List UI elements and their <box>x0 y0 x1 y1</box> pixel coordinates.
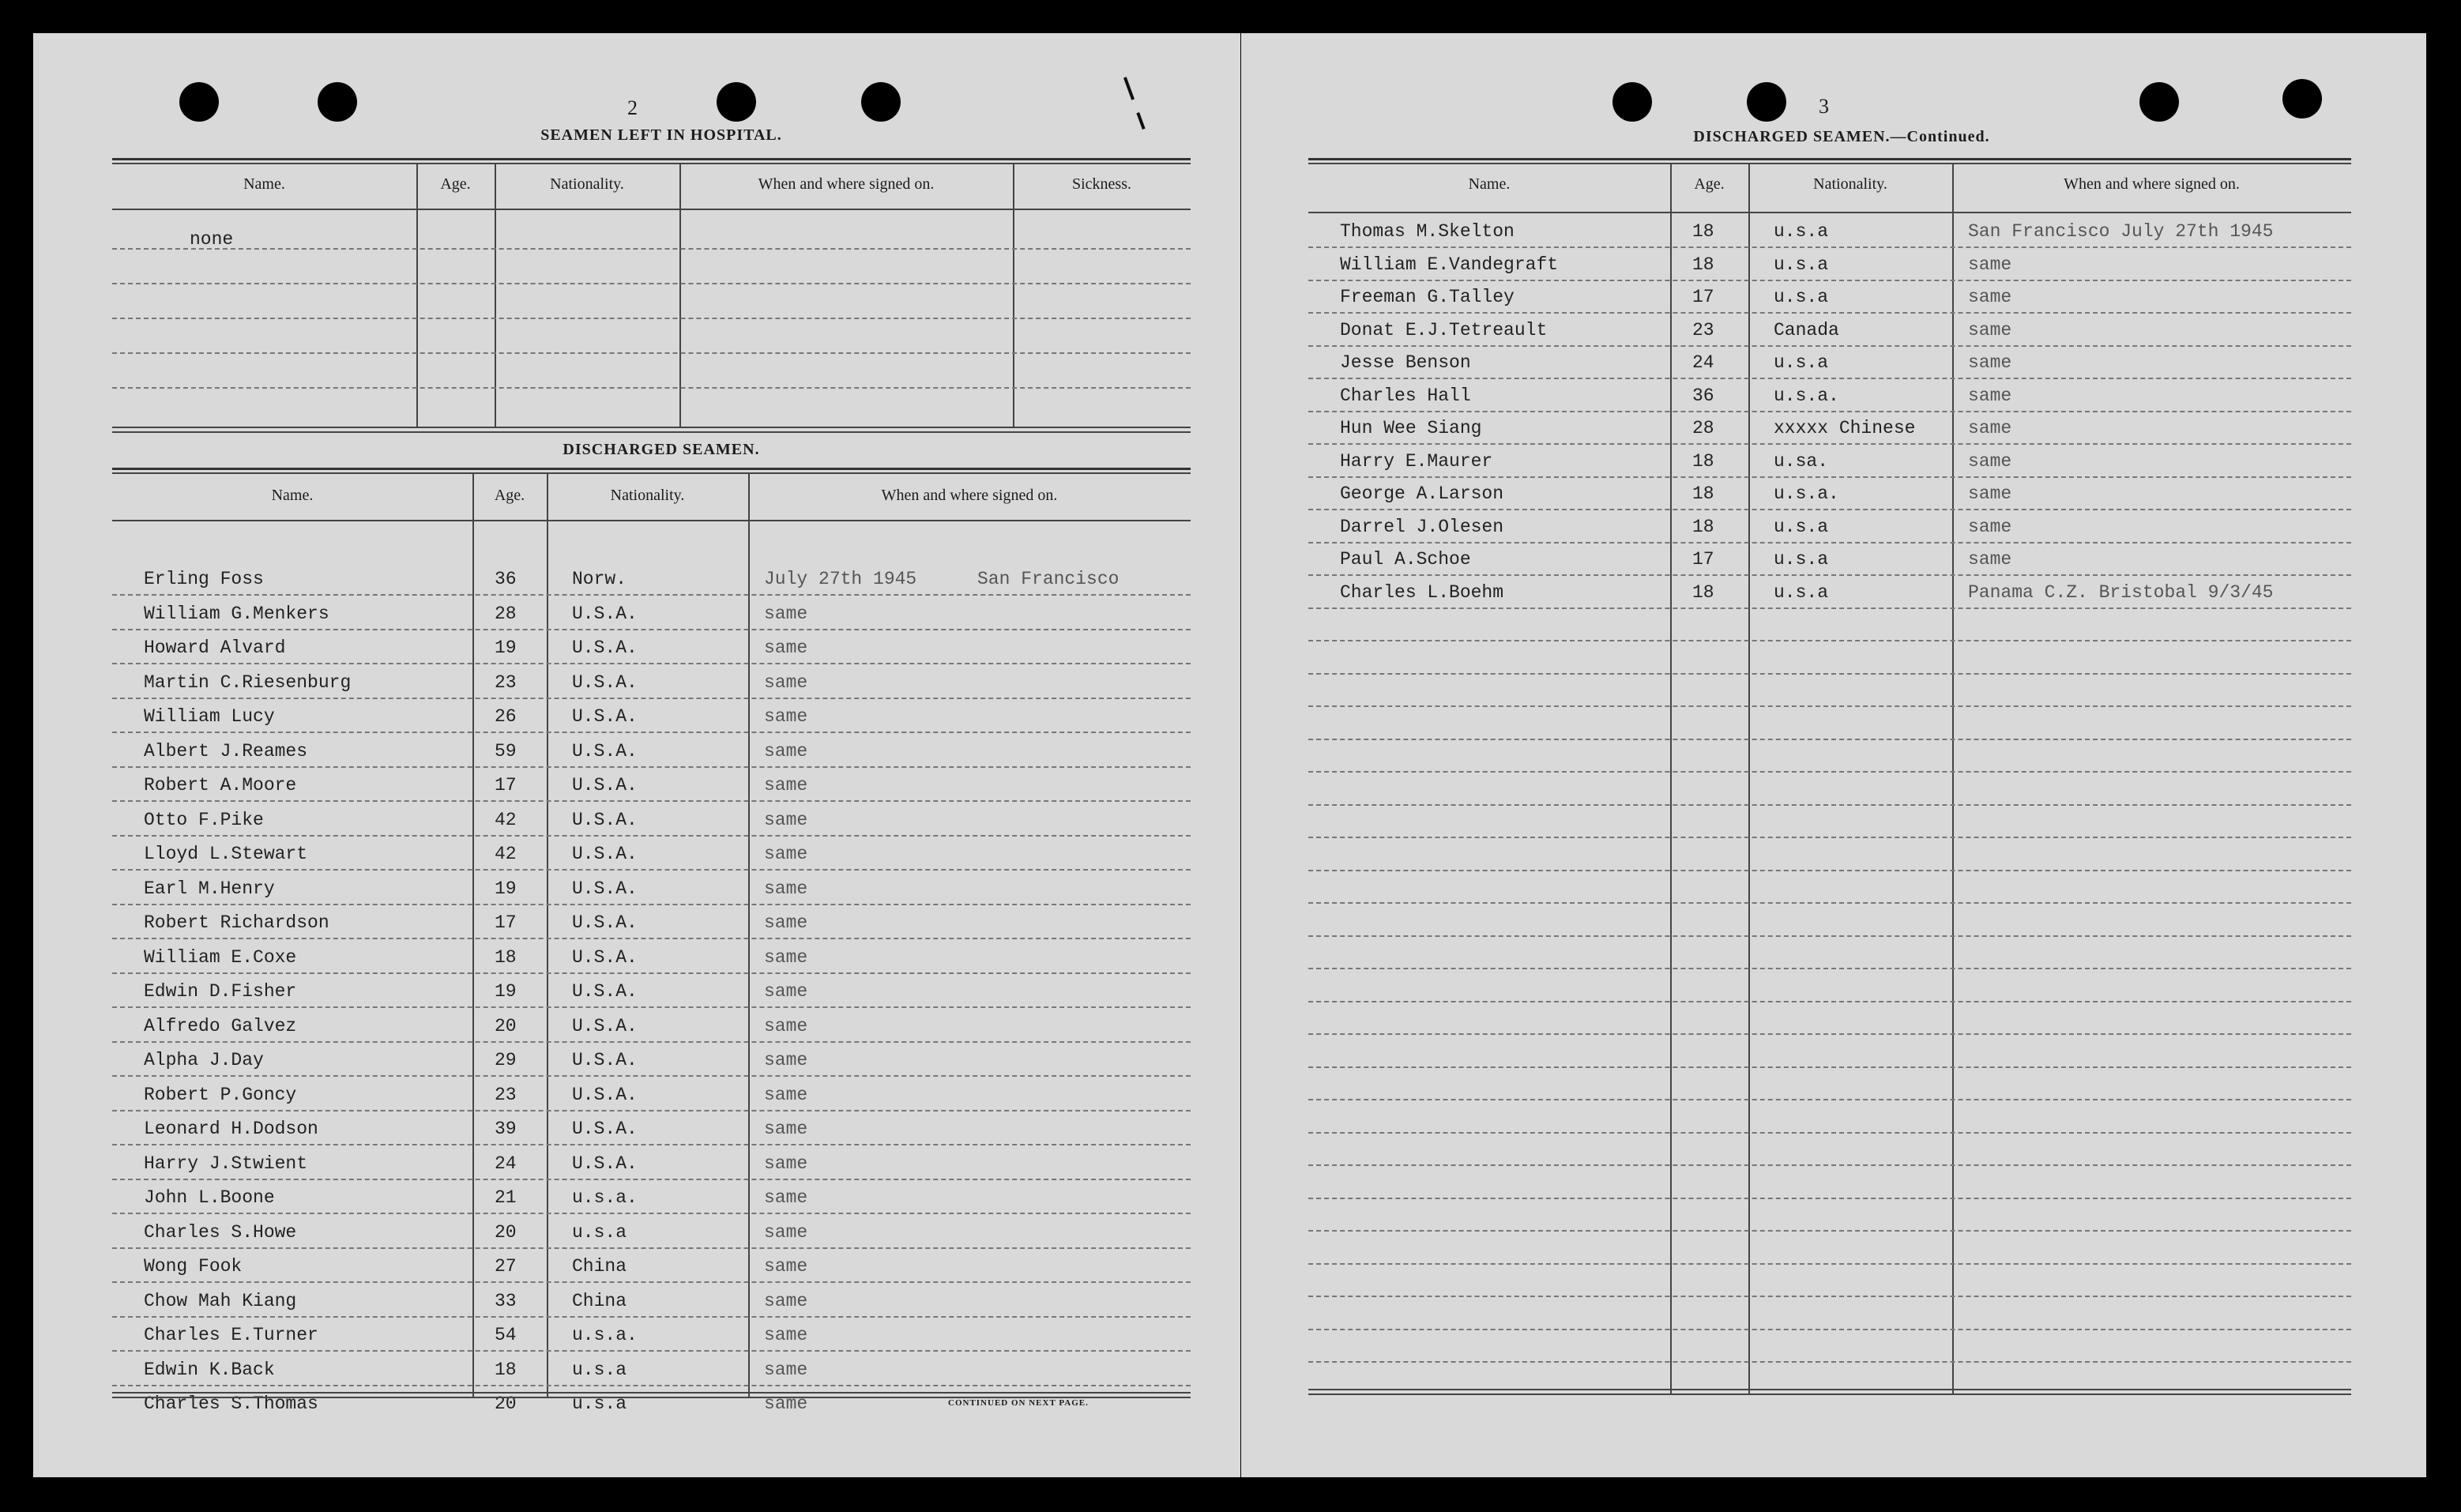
seaman-age: 19 <box>495 638 517 658</box>
seaman-name: Freeman G.Talley <box>1340 287 1515 307</box>
hospital-section-title: SEAMEN LEFT IN HOSPITAL. <box>540 126 782 144</box>
seaman-nationality: u.s.a <box>1774 254 1829 275</box>
row-rule <box>1308 1001 2351 1002</box>
row-rule <box>1308 640 2351 641</box>
column-divider <box>748 472 750 1397</box>
seaman-name: Edwin K.Back <box>144 1359 275 1380</box>
row-rule <box>112 663 1191 664</box>
row-rule <box>1308 476 2351 478</box>
rule <box>112 472 1191 474</box>
seaman-name: Harry E.Maurer <box>1340 450 1493 472</box>
seaman-name: John L.Boone <box>144 1187 275 1208</box>
seaman-age: 24 <box>1692 352 1714 373</box>
signed-on: same <box>1968 418 2012 438</box>
signed-on: same <box>1968 352 2012 373</box>
column-header: Age. <box>1694 175 1725 193</box>
continued-note: CONTINUED ON NEXT PAGE. <box>948 1398 1089 1408</box>
signed-on: same <box>764 638 808 658</box>
seaman-name: Otto F.Pike <box>144 809 264 830</box>
page-number: 3 <box>1819 95 1829 118</box>
signed-on: same <box>764 1050 808 1070</box>
seaman-nationality: u.sa. <box>1774 450 1829 472</box>
seaman-name: Chow Mah Kiang <box>144 1290 297 1311</box>
seaman-nationality: U.S.A. <box>572 878 638 899</box>
rule <box>1308 163 2351 164</box>
row-rule <box>112 629 1191 630</box>
seaman-name: Jesse Benson <box>1340 352 1471 373</box>
signed-on: same <box>764 981 808 1002</box>
seaman-name: William E.Coxe <box>144 946 297 968</box>
seaman-age: 20 <box>495 1221 517 1243</box>
seaman-nationality: China <box>572 1256 627 1277</box>
row-rule <box>112 387 1191 389</box>
punch-hole <box>2282 79 2322 118</box>
seaman-name: Charles S.Howe <box>144 1221 297 1243</box>
row-rule <box>1308 771 2351 773</box>
column-header: When and where signed on. <box>2064 175 2240 193</box>
row-rule <box>112 283 1191 284</box>
row-rule <box>112 1041 1191 1043</box>
seaman-age: 17 <box>1692 287 1714 307</box>
signed-on: same <box>764 1221 808 1243</box>
seaman-age: 18 <box>1692 450 1714 472</box>
punch-hole <box>717 82 756 122</box>
row-rule <box>112 248 1191 250</box>
header-rule <box>112 209 1191 210</box>
rule <box>1308 1389 2351 1390</box>
page-number: 2 <box>627 96 638 119</box>
seaman-name: Paul A.Schoe <box>1340 549 1471 570</box>
row-rule <box>112 732 1191 733</box>
seaman-nationality: u.s.a <box>1774 221 1829 242</box>
column-header: Nationality. <box>550 175 624 193</box>
row-rule <box>1308 542 2351 543</box>
seaman-nationality: U.S.A. <box>572 1153 638 1174</box>
seaman-name: William Lucy <box>144 706 275 727</box>
signed-on: same <box>1968 254 2012 275</box>
punch-hole <box>318 82 357 122</box>
signed-on: same <box>1968 483 2012 504</box>
row-rule <box>1308 1066 2351 1068</box>
row-rule <box>1308 935 2351 937</box>
seaman-age: 18 <box>1692 581 1714 603</box>
seaman-name: Robert A.Moore <box>144 775 297 795</box>
seaman-age: 23 <box>495 671 517 693</box>
seaman-nationality: u.s.a <box>1774 549 1829 570</box>
seaman-name: Darrel J.Olesen <box>1340 516 1504 537</box>
seaman-age: 19 <box>495 878 517 899</box>
seaman-age: 21 <box>495 1187 517 1208</box>
row-rule <box>112 938 1191 939</box>
seaman-age: 42 <box>495 809 517 830</box>
seaman-name: Wong Fook <box>144 1256 243 1277</box>
signed-on: same <box>764 1084 808 1105</box>
signed-on: same <box>1968 319 2012 340</box>
seaman-age: 39 <box>495 1119 517 1139</box>
seaman-age: 33 <box>495 1290 517 1311</box>
seaman-nationality: xxxxx Chinese <box>1774 418 1916 438</box>
seaman-nationality: Canada <box>1774 319 1839 340</box>
row-rule <box>112 835 1191 837</box>
row-rule <box>112 1110 1191 1111</box>
signed-on: same <box>764 1187 808 1208</box>
seaman-nationality: U.S.A. <box>572 638 638 658</box>
column-divider <box>472 472 474 1397</box>
seaman-age: 18 <box>1692 483 1714 504</box>
column-header: When and where signed on. <box>881 487 1058 504</box>
seaman-nationality: u.s.a <box>572 1359 627 1380</box>
row-rule <box>112 904 1191 905</box>
signed-on: same <box>764 740 808 762</box>
row-rule <box>1308 312 2351 314</box>
signed-on: same <box>764 809 808 830</box>
seaman-age: 19 <box>495 981 517 1002</box>
column-divider <box>1748 163 1750 1394</box>
seaman-age: 18 <box>495 1359 517 1380</box>
row-rule <box>112 1350 1191 1352</box>
seaman-name: Alfredo Galvez <box>144 1015 297 1036</box>
row-rule <box>112 318 1191 319</box>
seaman-nationality: U.S.A. <box>572 981 638 1002</box>
seaman-name: Charles S.Thomas <box>144 1394 318 1414</box>
seaman-name: Charles Hall <box>1340 385 1471 406</box>
seaman-age: 20 <box>495 1394 517 1414</box>
seaman-nationality: u.s.a <box>572 1394 627 1414</box>
seaman-name: Charles L.Boehm <box>1340 581 1504 603</box>
seaman-nationality: U.S.A. <box>572 809 638 830</box>
seaman-nationality: u.s.a <box>1774 287 1829 307</box>
row-rule <box>1308 902 2351 904</box>
row-rule <box>1308 1164 2351 1166</box>
row-rule <box>1308 1132 2351 1134</box>
rule <box>112 158 1191 160</box>
seaman-name: Harry J.Stwient <box>144 1153 308 1174</box>
signed-on: same <box>1968 287 2012 307</box>
row-rule <box>1308 1099 2351 1100</box>
rule <box>112 427 1191 428</box>
punch-hole <box>2139 82 2179 122</box>
signed-on: same <box>1968 385 2012 406</box>
row-rule <box>1308 1033 2351 1035</box>
rule <box>112 163 1191 164</box>
seaman-nationality: U.S.A. <box>572 912 638 933</box>
seaman-name: Thomas M.Skelton <box>1340 221 1515 242</box>
signed-on: same <box>764 1119 808 1139</box>
rule <box>112 431 1191 433</box>
seaman-nationality: U.S.A. <box>572 1119 638 1139</box>
seaman-age: 17 <box>1692 549 1714 570</box>
row-rule <box>112 1385 1191 1386</box>
seaman-nationality: U.S.A. <box>572 740 638 762</box>
seaman-name: William E.Vandegraft <box>1340 254 1559 275</box>
seaman-nationality: u.s.a <box>572 1221 627 1243</box>
rule <box>112 468 1191 470</box>
row-rule <box>112 800 1191 802</box>
discharged-continued-title: DISCHARGED SEAMEN.—Continued. <box>1693 128 1990 145</box>
seaman-age: 18 <box>495 946 517 968</box>
seaman-nationality: U.S.A. <box>572 1015 638 1036</box>
column-header: Age. <box>440 175 471 193</box>
seaman-age: 23 <box>1692 319 1714 340</box>
seaman-age: 18 <box>1692 516 1714 537</box>
seaman-age: 23 <box>495 1084 517 1105</box>
seaman-age: 20 <box>495 1015 517 1036</box>
punch-hole <box>1747 82 1786 122</box>
row-rule <box>112 352 1191 354</box>
seaman-name: Robert P.Goncy <box>144 1084 297 1105</box>
signed-on: same <box>764 671 808 693</box>
seaman-name: Erling Foss <box>144 569 264 589</box>
row-rule <box>112 766 1191 768</box>
pen-mark <box>1136 112 1145 130</box>
row-rule <box>1308 246 2351 248</box>
seaman-nationality: u.s.a. <box>1774 385 1839 406</box>
row-rule <box>1308 870 2351 871</box>
signed-on: same <box>764 1359 808 1380</box>
seaman-name: William G.Menkers <box>144 603 329 624</box>
seaman-name: Charles E.Turner <box>144 1325 318 1345</box>
header-rule <box>1308 212 2351 213</box>
column-divider <box>1952 163 1954 1394</box>
row-rule <box>112 1179 1191 1180</box>
seaman-name: Donat E.J.Tetreault <box>1340 319 1548 340</box>
seaman-nationality: Norw. <box>572 569 627 589</box>
signed-on: July 27th 1945 <box>764 569 917 589</box>
row-rule <box>1308 1198 2351 1199</box>
seaman-name: Howard Alvard <box>144 638 286 658</box>
seaman-age: 17 <box>495 912 517 933</box>
seaman-age: 28 <box>1692 418 1714 438</box>
row-rule <box>1308 837 2351 838</box>
row-rule <box>1308 1296 2351 1297</box>
punch-hole <box>861 82 901 122</box>
seaman-nationality: u.s.a <box>1774 581 1829 603</box>
row-rule <box>1308 509 2351 510</box>
column-header: Name. <box>243 175 285 193</box>
seaman-nationality: U.S.A. <box>572 775 638 795</box>
column-header: Name. <box>271 487 314 504</box>
signed-on: same <box>764 1325 808 1345</box>
seaman-nationality: China <box>572 1290 627 1311</box>
seaman-nationality: u.s.a. <box>1774 483 1839 504</box>
row-rule <box>1308 1230 2351 1232</box>
seaman-nationality: u.s.a <box>1774 516 1829 537</box>
seaman-age: 59 <box>495 740 517 762</box>
seaman-name: Robert Richardson <box>144 912 329 933</box>
seaman-age: 28 <box>495 603 517 624</box>
row-rule <box>1308 607 2351 609</box>
row-rule <box>1308 280 2351 281</box>
seaman-age: 27 <box>495 1256 517 1277</box>
seaman-name: Lloyd L.Stewart <box>144 844 308 864</box>
signed-on: same <box>764 844 808 864</box>
column-header: Nationality. <box>610 487 685 504</box>
row-rule <box>1308 705 2351 707</box>
row-rule <box>112 1281 1191 1283</box>
seaman-nationality: U.S.A. <box>572 946 638 968</box>
row-rule <box>1308 443 2351 445</box>
column-header: Name. <box>1468 175 1511 193</box>
row-rule <box>1308 345 2351 347</box>
row-rule <box>112 1144 1191 1145</box>
signed-on: same <box>1968 450 2012 472</box>
signed-on: Panama C.Z. Bristobal 9/3/45 <box>1968 581 2274 603</box>
signed-on: same <box>764 1153 808 1174</box>
column-header: Age. <box>494 487 525 504</box>
row-rule <box>112 594 1191 596</box>
row-rule <box>112 1316 1191 1318</box>
row-rule <box>112 1075 1191 1077</box>
signed-on: same <box>764 1256 808 1277</box>
row-rule <box>1308 411 2351 412</box>
seaman-age: 36 <box>495 569 517 589</box>
signed-on: same <box>764 775 808 795</box>
seaman-age: 24 <box>495 1153 517 1174</box>
seaman-name: Edwin D.Fisher <box>144 981 297 1002</box>
row-rule <box>1308 1361 2351 1363</box>
seaman-nationality: U.S.A. <box>572 1050 638 1070</box>
seaman-age: 36 <box>1692 385 1714 406</box>
seaman-nationality: U.S.A. <box>572 1084 638 1105</box>
signed-on: same <box>764 706 808 727</box>
punch-hole <box>1612 82 1652 122</box>
signed-on: same <box>764 1015 808 1036</box>
seaman-nationality: u.s.a. <box>572 1325 638 1345</box>
row-rule <box>1308 673 2351 675</box>
signed-on: same <box>764 946 808 968</box>
seaman-name: Alpha J.Day <box>144 1050 264 1070</box>
seaman-nationality: u.s.a <box>1774 352 1829 373</box>
seaman-name: George A.Larson <box>1340 483 1504 504</box>
right-page <box>1241 33 2426 1477</box>
seaman-name: Earl M.Henry <box>144 878 275 899</box>
seaman-age: 26 <box>495 706 517 727</box>
signed-on: same <box>764 878 808 899</box>
seaman-name: Martin C.Riesenburg <box>144 671 352 693</box>
column-divider <box>547 472 548 1397</box>
signed-on: same <box>764 1394 808 1414</box>
seaman-nationality: U.S.A. <box>572 844 638 864</box>
row-rule <box>112 698 1191 699</box>
pen-mark <box>1123 77 1135 100</box>
header-rule <box>112 520 1191 521</box>
row-rule <box>112 1006 1191 1008</box>
seaman-nationality: U.S.A. <box>572 706 638 727</box>
seaman-nationality: U.S.A. <box>572 671 638 693</box>
signed-on: same <box>764 1290 808 1311</box>
signed-on-place: San Francisco <box>977 569 1119 589</box>
row-rule <box>112 869 1191 871</box>
column-header: Nationality. <box>1813 175 1887 193</box>
seaman-age: 18 <box>1692 221 1714 242</box>
seaman-age: 29 <box>495 1050 517 1070</box>
row-rule <box>1308 1263 2351 1265</box>
rule <box>1308 1394 2351 1395</box>
punch-hole <box>179 82 219 122</box>
seaman-name: Leonard H.Dodson <box>144 1119 318 1139</box>
row-rule <box>112 972 1191 974</box>
row-rule <box>1308 804 2351 806</box>
row-rule <box>112 1247 1191 1249</box>
row-rule <box>1308 739 2351 740</box>
signed-on: same <box>1968 549 2012 570</box>
signed-on: same <box>1968 516 2012 537</box>
discharged-section-title: DISCHARGED SEAMEN. <box>563 441 760 458</box>
signed-on: San Francisco July 27th 1945 <box>1968 221 2274 242</box>
column-header: When and where signed on. <box>758 175 935 193</box>
signed-on: same <box>764 912 808 933</box>
seaman-name: Albert J.Reames <box>144 740 308 762</box>
hospital-entry: none <box>190 229 234 250</box>
row-rule <box>1308 968 2351 969</box>
row-rule <box>112 1213 1191 1214</box>
column-header: Sickness. <box>1072 175 1131 193</box>
signed-on: same <box>764 603 808 624</box>
row-rule <box>1308 378 2351 379</box>
seaman-age: 17 <box>495 775 517 795</box>
rule <box>112 1392 1191 1394</box>
row-rule <box>1308 574 2351 576</box>
left-page <box>33 33 1240 1477</box>
row-rule <box>1308 1329 2351 1330</box>
seaman-name: Hun Wee Siang <box>1340 418 1482 438</box>
column-divider <box>1670 163 1672 1394</box>
seaman-nationality: u.s.a. <box>572 1187 638 1208</box>
seaman-age: 18 <box>1692 254 1714 275</box>
rule <box>1308 158 2351 160</box>
seaman-age: 42 <box>495 844 517 864</box>
seaman-nationality: U.S.A. <box>572 603 638 624</box>
seaman-age: 54 <box>495 1325 517 1345</box>
